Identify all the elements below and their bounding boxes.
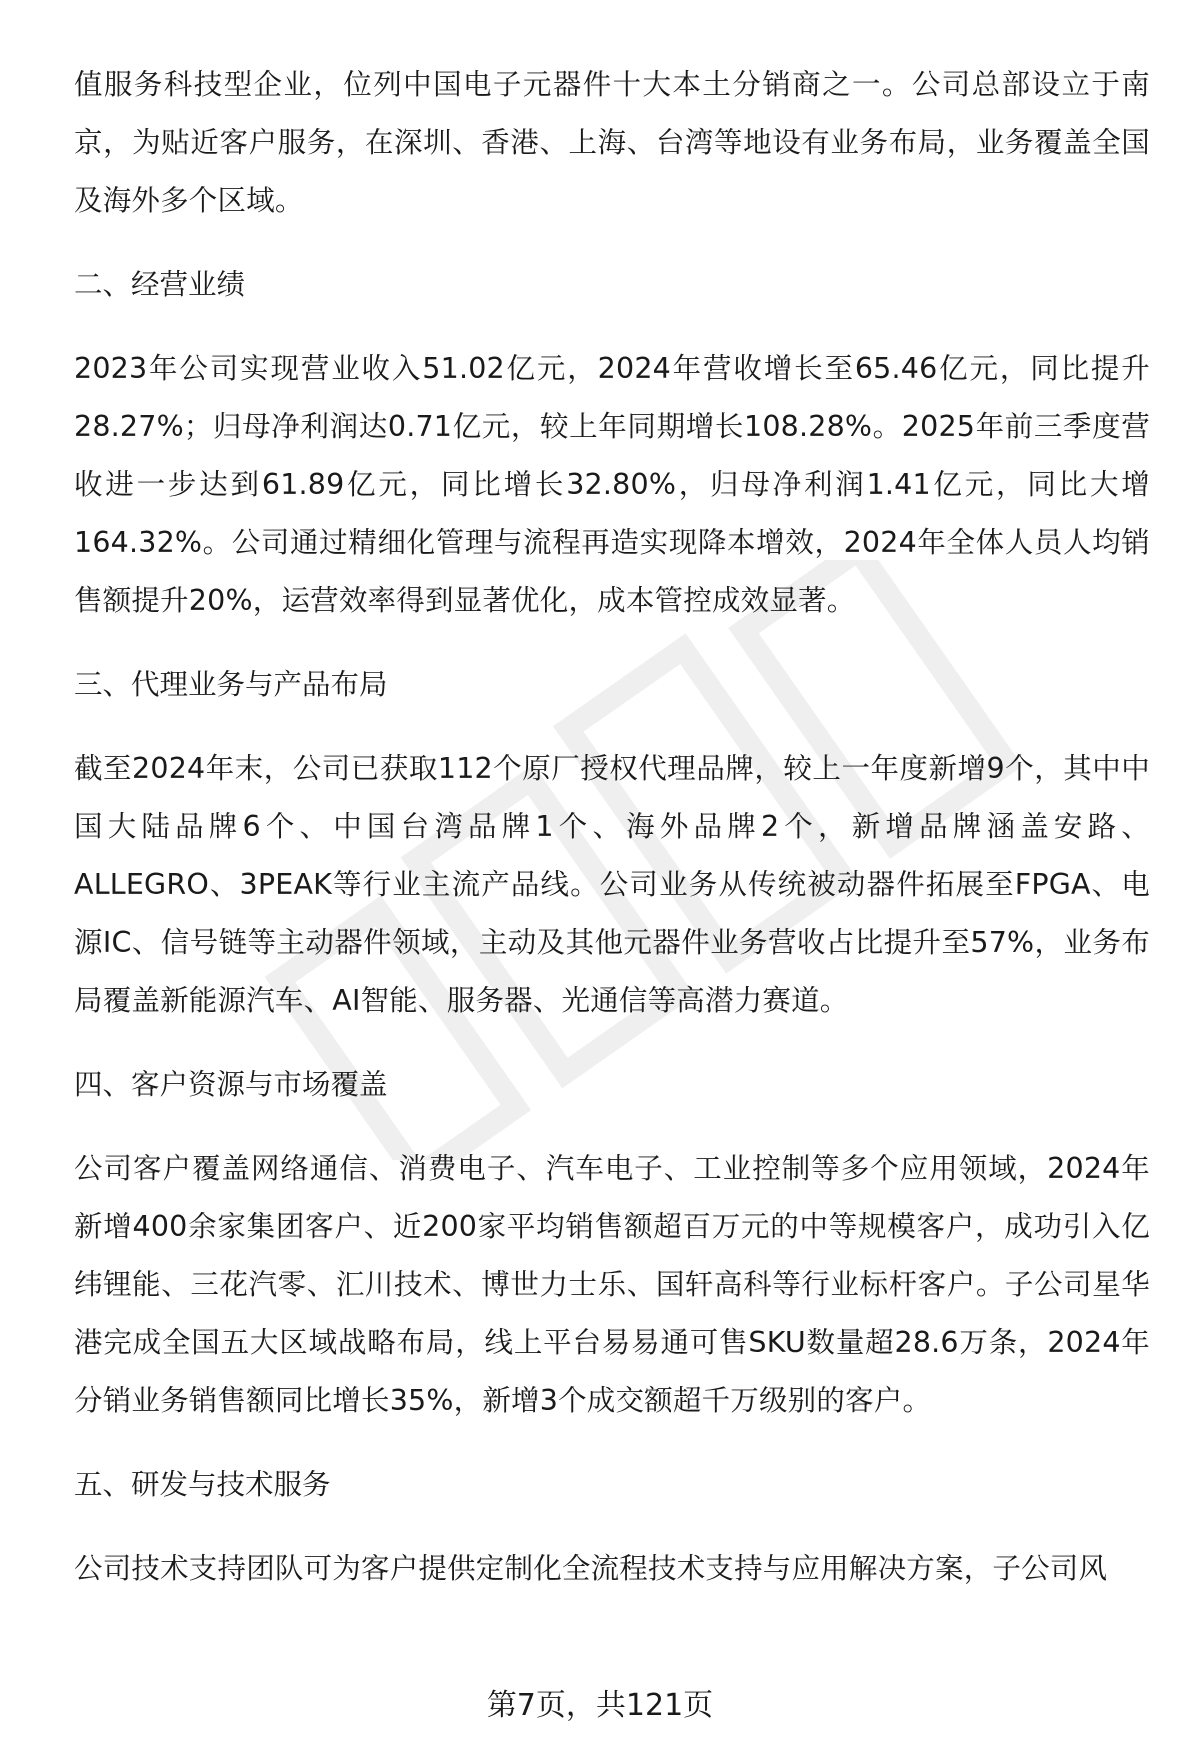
section-heading-customers: 四、客户资源与市场覆盖 [74,1068,388,1101]
intro-paragraph: 值服务科技型企业，位列中国电子元器件十大本土分销商之一。公司总部设立于南京，为贴近客户服务，在深圳、香港、上海、台湾等地设有业务布局，业务覆盖全国及海外多个区域。 [74,68,1150,217]
performance-paragraph: 2023年公司实现营业收入51.02亿元，2024年营收增长至65.46亿元，同比提升28.27%；归母净利润达0.71亿元，较上年同期增长108.28%。2025年前三季度营收进一步达到61.89亿元，同比增长32.80%，归母净利润1.41亿元，同比大增164.32%。公司通过精细化管理与流程再造实现降本增效，2024年全体人员人均销售额提升20%，运营效率得到显著优化，成本管控成效显著。 [74,352,1150,617]
section-heading-rnd: 五、研发与技术服务 [74,1468,331,1501]
page-number: 第7页，共121页 [486,1688,714,1723]
customers-paragraph: 公司客户覆盖网络通信、消费电子、汽车电子、工业控制等多个应用领域，2024年新增400余家集团客户、近200家平均销售额超百万元的中等规模客户，成功引入亿纬锂能、三花汽零、汇川技术、博世力士乐、国轩高科等行业标杆客户。子公司星华港完成全国五大区域战略布局，线上平台易易通可售SKU数量超28.6万条，2024年分销业务销售额同比增长35%，新增3个成交额超千万级别的客户。 [74,1152,1150,1417]
section-heading-performance: 二、经营业绩 [74,268,246,301]
agency-paragraph: 截至2024年末，公司已获取112个原厂授权代理品牌，较上一年度新增9个，其中中国大陆品牌6个、中国台湾品牌1个、海外品牌2个，新增品牌涵盖安路、ALLEGRO、3PEAK等行业主流产品线。公司业务从传统被动器件拓展至FPGA、电源IC、信号链等主动器件领域，主动及其他元器件业务营收占比提升至57%，业务布局覆盖新能源汽车、AI智能、服务器、光通信等高潜力赛道。 [74,752,1150,1017]
section-heading-agency: 三、代理业务与产品布局 [74,668,388,701]
rnd-paragraph: 公司技术支持团队可为客户提供定制化全流程技术支持与应用解决方案，子公司风 [74,1552,1108,1585]
document-body [74,56,1150,1598]
